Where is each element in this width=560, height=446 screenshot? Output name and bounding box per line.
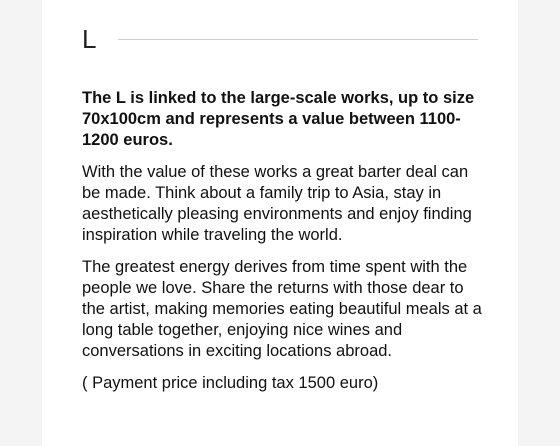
- section-heading: [82, 24, 478, 54]
- section-letter: L: [82, 24, 97, 54]
- lead-paragraph: The L is linked to the large-scale works, up to size 70x100cm and represents a value between 1100-1200 euros.: [82, 89, 475, 149]
- content-card: [42, 0, 518, 446]
- section-body: [82, 88, 482, 405]
- heading-divider: [118, 39, 478, 40]
- barter-paragraph: With the value of these works a great barter deal can be made. Think about a family trip to Asia, stay in aesthetically pleasing environments and enjoy finding inspiration while traveling the world.: [82, 163, 472, 244]
- payment-note: ( Payment price including tax 1500 euro): [82, 374, 379, 392]
- energy-paragraph: The greatest energy derives from time spent with the people we love. Share the returns with those dear to the artist, making memories eating beautiful meals at a long table together, enjoying nice wines and conversations in exciting locations abroad.: [82, 258, 482, 360]
